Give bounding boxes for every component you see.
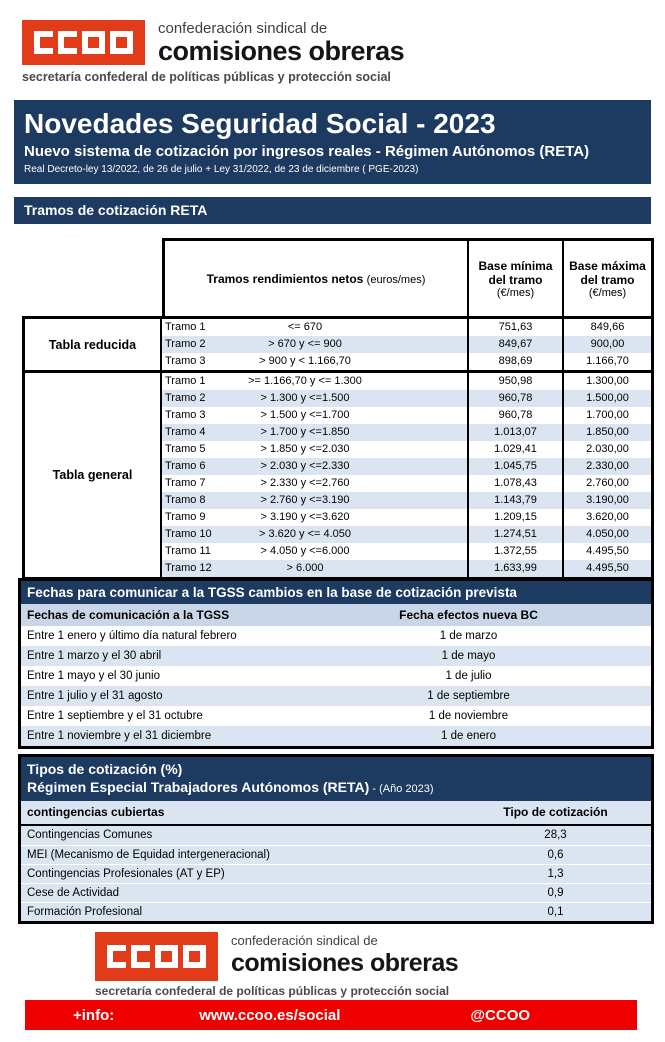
tipo-row bbox=[21, 864, 651, 883]
tramo-row bbox=[162, 560, 651, 577]
tramo-row bbox=[162, 441, 651, 458]
ccoo-logo-icon bbox=[22, 20, 145, 65]
footer-brand bbox=[0, 932, 665, 998]
fecha-efecto-cell: 1 de noviembre bbox=[428, 710, 509, 722]
fecha-row bbox=[21, 646, 651, 666]
contingencia-cell: MEI (Mecanismo de Equidad intergeneracional) bbox=[27, 849, 270, 861]
tramo-range-cell: > 3.190 y <=3.620 bbox=[260, 511, 350, 523]
base-minima-cell: 1.078,43 bbox=[467, 475, 562, 492]
fecha-row bbox=[21, 706, 651, 726]
tramo-name-cell: Tramo 4 bbox=[165, 426, 206, 438]
base-maxima-cell: 4.050,00 bbox=[562, 526, 651, 543]
fecha-efecto-cell: 1 de septiembre bbox=[427, 690, 510, 702]
tramo-name-cell: Tramo 3 bbox=[165, 355, 206, 367]
base-minima-cell: 1.143,79 bbox=[467, 492, 562, 509]
contingencia-cell: Cese de Actividad bbox=[27, 887, 120, 899]
base-maxima-cell: 1.166,70 bbox=[562, 353, 651, 370]
column-header-tramos-unit: (euros/mes) bbox=[366, 273, 426, 286]
base-maxima-cell: 1.850,00 bbox=[562, 424, 651, 441]
tipo-row bbox=[21, 902, 651, 921]
base-minima-cell: 1.274,51 bbox=[467, 526, 562, 543]
fecha-row bbox=[21, 686, 651, 706]
tramo-name-cell: Tramo 11 bbox=[165, 545, 211, 557]
tipos-section bbox=[18, 754, 654, 924]
brand-name: comisiones obreras bbox=[158, 36, 405, 66]
tramos-table-header bbox=[162, 238, 654, 316]
brand-department: secretaría confederal de políticas públicas y protección social bbox=[95, 984, 450, 998]
tramo-name-cell: Tramo 12 bbox=[165, 562, 212, 574]
tramo-range-cell: > 2.330 y <=2.760 bbox=[260, 477, 350, 489]
column-header-fecha-efectos: Fecha efectos nueva BC bbox=[399, 608, 538, 622]
fecha-periodo-cell: Entre 1 septiembre y el 31 octubre bbox=[27, 710, 203, 722]
tramo-row bbox=[162, 390, 651, 407]
fecha-row bbox=[21, 626, 651, 646]
fecha-periodo-cell: Entre 1 noviembre y el 31 diciembre bbox=[27, 730, 212, 742]
base-minima-cell: 1.372,55 bbox=[467, 543, 562, 560]
fecha-periodo-cell: Entre 1 marzo y el 30 abril bbox=[27, 650, 162, 662]
table-group-rows bbox=[162, 373, 651, 577]
table-group-label: Tabla general bbox=[25, 373, 162, 577]
logo-letter-o-icon bbox=[82, 31, 105, 54]
tramo-range-cell: > 2.760 y <=3.190 bbox=[260, 494, 350, 506]
page-title: Novedades Seguridad Social - 2023 bbox=[24, 108, 496, 139]
legal-reference: Real Decreto-ley 13/2022, de 26 de julio + Ley 31/2022, de 23 de diciembre ( PGE-2023) bbox=[24, 164, 419, 175]
base-minima-cell: 1.045,75 bbox=[467, 458, 562, 475]
base-minima-cell: 1.633,99 bbox=[467, 560, 562, 577]
brand-name: comisiones obreras bbox=[231, 949, 459, 977]
table-group bbox=[25, 319, 651, 370]
logo-letter-c-icon bbox=[58, 31, 77, 54]
title-banner bbox=[14, 100, 651, 184]
column-header-contingencias: contingencias cubiertas bbox=[27, 805, 165, 819]
column-header-tramos-label: Tramos rendimientos netos bbox=[206, 271, 364, 286]
tramo-range-cell: > 1.300 y <=1.500 bbox=[260, 392, 350, 404]
tramo-range-cell: > 1.700 y <=1.850 bbox=[260, 426, 350, 438]
tramo-range-cell: >= 1.166,70 y <= 1.300 bbox=[248, 375, 362, 387]
column-header-base-maxima: Base máxima del tramo (€/mes) bbox=[562, 241, 651, 316]
brand-tagline: confederación sindical de bbox=[158, 20, 328, 37]
column-header-tipo-cotizacion: Tipo de cotización bbox=[503, 805, 608, 819]
base-minima-cell: 849,67 bbox=[467, 336, 562, 353]
tramo-range-cell: > 1.500 y <=1.700 bbox=[260, 409, 350, 421]
base-minima-cell: 960,78 bbox=[467, 407, 562, 424]
tramo-name-cell: Tramo 10 bbox=[165, 528, 212, 540]
column-header-fechas-comunicacion: Fechas de comunicación a la TGSS bbox=[27, 608, 230, 622]
tramo-row bbox=[162, 319, 651, 336]
base-minima-cell: 960,78 bbox=[467, 390, 562, 407]
tramo-range-cell: <= 670 bbox=[287, 321, 323, 333]
brand-header bbox=[22, 20, 642, 84]
contingencia-cell: Contingencias Profesionales (AT y EP) bbox=[27, 868, 225, 880]
tramo-name-cell: Tramo 3 bbox=[165, 409, 206, 421]
tipo-valor-cell: 0,9 bbox=[547, 887, 564, 899]
base-minima-cell: 950,98 bbox=[467, 373, 562, 390]
tipo-row bbox=[21, 883, 651, 902]
base-maxima-cell: 4.495,50 bbox=[562, 543, 651, 560]
fecha-efecto-cell: 1 de mayo bbox=[441, 650, 496, 662]
tramo-row bbox=[162, 458, 651, 475]
base-minima-cell: 1.209,15 bbox=[467, 509, 562, 526]
tipos-heading-line2: Régimen Especial Trabajadores Autónomos (RETA) - (Año 2023) bbox=[27, 779, 434, 795]
base-maxima-cell: 2.760,00 bbox=[562, 475, 651, 492]
fecha-periodo-cell: Entre 1 enero y último día natural febrero bbox=[27, 630, 237, 642]
base-maxima-cell: 849,66 bbox=[562, 319, 651, 336]
tipos-heading-line1: Tipos de cotización (%) bbox=[27, 761, 183, 777]
tramo-range-cell: > 4.050 y <=6.000 bbox=[260, 545, 350, 557]
tramo-row bbox=[162, 353, 651, 370]
logo-letter-o-icon bbox=[155, 945, 178, 968]
tipo-valor-cell: 1,3 bbox=[547, 868, 564, 880]
base-minima-cell: 751,63 bbox=[467, 319, 562, 336]
brand-department: secretaría confederal de políticas públicas y protección social bbox=[22, 70, 391, 84]
base-minima-cell: 898,69 bbox=[467, 353, 562, 370]
tramo-range-cell: > 670 y <= 900 bbox=[268, 338, 342, 350]
base-minima-cell: 1.029,41 bbox=[467, 441, 562, 458]
base-maxima-cell: 3.190,00 bbox=[562, 492, 651, 509]
base-minima-cell: 1.013,07 bbox=[467, 424, 562, 441]
twitter-handle[interactable]: @CCOO bbox=[470, 1006, 531, 1024]
tramo-name-cell: Tramo 6 bbox=[165, 460, 206, 472]
tipo-valor-cell: 0,1 bbox=[547, 906, 564, 918]
tramo-row bbox=[162, 509, 651, 526]
base-maxima-cell: 2.030,00 bbox=[562, 441, 651, 458]
tramo-name-cell: Tramo 2 bbox=[165, 338, 206, 350]
fechas-table-rows bbox=[21, 626, 651, 746]
base-maxima-cell: 2.330,00 bbox=[562, 458, 651, 475]
base-maxima-cell: 4.495,50 bbox=[562, 560, 651, 577]
tramo-row bbox=[162, 336, 651, 353]
tramo-row bbox=[162, 373, 651, 390]
tramo-name-cell: Tramo 7 bbox=[165, 477, 206, 489]
website-link[interactable]: www.ccoo.es/social bbox=[199, 1006, 341, 1024]
fecha-periodo-cell: Entre 1 mayo y el 30 junio bbox=[27, 670, 160, 682]
contingencia-cell: Formación Profesional bbox=[27, 906, 143, 918]
tramo-row bbox=[162, 492, 651, 509]
logo-letter-c-icon bbox=[34, 31, 53, 54]
tramos-table-body bbox=[22, 316, 654, 580]
fecha-efecto-cell: 1 de enero bbox=[441, 730, 496, 742]
section-heading-tipos bbox=[21, 757, 651, 801]
table-group-label: Tabla reducida bbox=[25, 319, 162, 370]
table-group-rows bbox=[162, 319, 651, 370]
tipo-valor-cell: 28,3 bbox=[544, 829, 567, 841]
info-bar bbox=[25, 1000, 637, 1030]
tramo-name-cell: Tramo 2 bbox=[165, 392, 206, 404]
tramo-range-cell: > 1.850 y <=2.030 bbox=[260, 443, 350, 455]
table-group bbox=[25, 370, 651, 577]
tramo-name-cell: Tramo 8 bbox=[165, 494, 206, 506]
tipo-valor-cell: 0,6 bbox=[547, 849, 564, 861]
logo-letter-o-icon bbox=[110, 31, 133, 54]
base-maxima-cell: 900,00 bbox=[562, 336, 651, 353]
tramo-name-cell: Tramo 5 bbox=[165, 443, 206, 455]
tramo-name-cell: Tramo 1 bbox=[165, 375, 206, 387]
tramo-row bbox=[162, 543, 651, 560]
section-heading-fechas: Fechas para comunicar a la TGSS cambios en la base de cotización prevista bbox=[21, 581, 651, 604]
fecha-row bbox=[21, 666, 651, 686]
column-header-base-minima: Base mínima del tramo (€/mes) bbox=[467, 241, 562, 316]
tipo-row bbox=[21, 826, 651, 845]
tramo-name-cell: Tramo 1 bbox=[165, 321, 206, 333]
base-maxima-cell: 1.300,00 bbox=[562, 373, 651, 390]
logo-letter-c-icon bbox=[131, 945, 150, 968]
info-label: +info: bbox=[73, 1006, 115, 1024]
tramo-row bbox=[162, 526, 651, 543]
fecha-efecto-cell: 1 de julio bbox=[445, 670, 492, 682]
brand-tagline: confederación sindical de bbox=[231, 933, 378, 948]
tramo-name-cell: Tramo 9 bbox=[165, 511, 206, 523]
tipos-table-rows bbox=[21, 826, 651, 921]
tramo-row bbox=[162, 407, 651, 424]
logo-letter-c-icon bbox=[107, 945, 126, 968]
base-maxima-cell: 1.500,00 bbox=[562, 390, 651, 407]
contingencia-cell: Contingencias Comunes bbox=[27, 829, 153, 841]
tramo-range-cell: > 3.620 y <= 4.050 bbox=[258, 528, 352, 540]
tramo-row bbox=[162, 475, 651, 492]
tramo-range-cell: > 2.030 y <=2.330 bbox=[260, 460, 350, 472]
column-header-tramos bbox=[165, 241, 467, 316]
tramo-range-cell: > 6.000 bbox=[286, 562, 324, 574]
page-subtitle: Nuevo sistema de cotización por ingresos reales - Régimen Autónomos (RETA) bbox=[24, 143, 590, 160]
fecha-periodo-cell: Entre 1 julio y el 31 agosto bbox=[27, 690, 163, 702]
section-heading-tramos: Tramos de cotización RETA bbox=[14, 197, 651, 224]
logo-letter-o-icon bbox=[183, 945, 206, 968]
tipo-row bbox=[21, 845, 651, 864]
base-maxima-cell: 3.620,00 bbox=[562, 509, 651, 526]
fecha-row bbox=[21, 726, 651, 746]
base-maxima-cell: 1.700,00 bbox=[562, 407, 651, 424]
tramo-row bbox=[162, 424, 651, 441]
ccoo-logo-icon bbox=[95, 932, 218, 981]
tramo-range-cell: > 900 y < 1.166,70 bbox=[259, 355, 351, 367]
fechas-section bbox=[18, 578, 654, 749]
fecha-efecto-cell: 1 de marzo bbox=[439, 630, 498, 642]
